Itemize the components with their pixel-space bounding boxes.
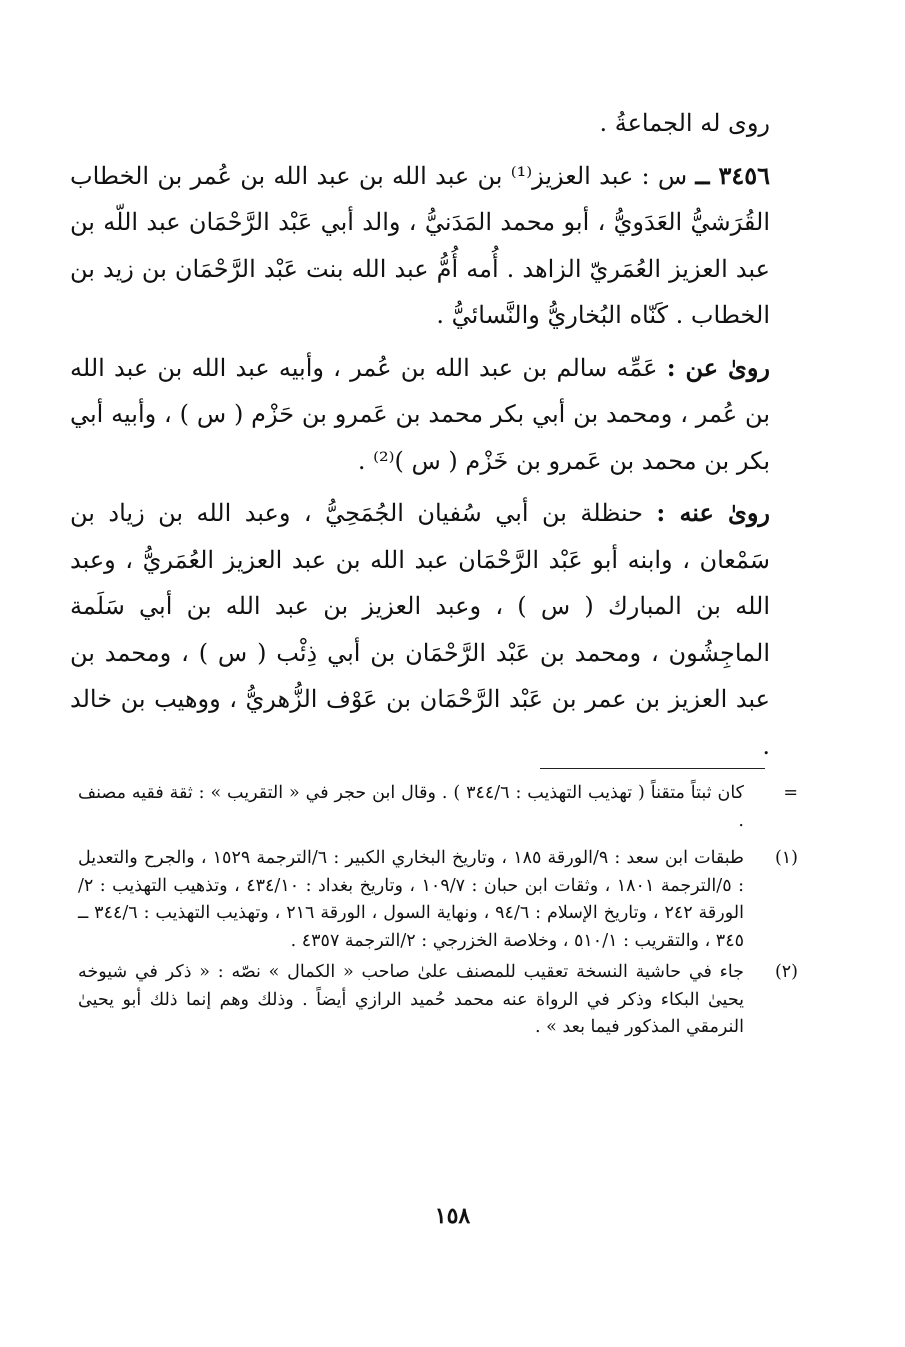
footnotes-section (78, 780, 798, 1046)
paragraph-text: س : عبد العزيز⁽¹⁾ بن عبد الله بن عبد الله بن عُمر بن الخطاب القُرَشيُّ العَدَويُّ ، أبو محمد المَدَنيُّ ، والد أبي عَبْد الرَّحْمَان عبد اللّه بن عبد العزيز العُمَريّ الزاهد . أُمه أُمُّ عبد الله بنت عَبْد الرَّحْمَان بن زيد بن الخطاب . كَنّاه البُخاريُّ والنَّسائيُّ . (70, 161, 770, 329)
paragraph-text: روى له الجماعةُ . (599, 109, 770, 137)
section-heading: روىٰ عن : (666, 352, 770, 382)
footnote-2 (78, 959, 798, 1042)
footnote-divider (540, 768, 765, 769)
footnote-marker: = (783, 783, 798, 803)
main-text-block (70, 100, 770, 769)
footnote-text: طبقات ابن سعد : ٩/الورقة ١٨٥ ، وتاريخ البخاري الكبير : ٦/الترجمة ١٥٢٩ ، والجرح والتعديل : ٥/الترجمة ١٨٠١ ، وثقات ابن حبان : ١٠٩/٧ ، وتاريخ بغداد : ٤٣٤/١٠ ، وتذهيب التهذيب : ٢/الورقة ٢٤٢ ، وتاريخ الإسلام : ٩٤/٦ ، ونهاية السول ، الورقة ٢١٦ ، وتهذيب التهذيب : ٣٤٤/٦ ــ ٣٤٥ ، والتقريب : ٥١٠/١ ، وخلاصة الخزرجي : ٢/الترجمة ٤٣٥٧ . (78, 848, 744, 951)
footnote-marker: (١) (774, 848, 798, 868)
footnote-1 (78, 845, 798, 955)
paragraph-text: حنظلة بن أبي سُفيان الجُمَحِيُّ ، وعبد الله بن زياد بن سَمْعان ، وابنه أبو عَبْد الرَّحْمَان عبد الله بن عبد العزيز العُمَريُّ ، وعبد الله بن المبارك ( س ) ، وعبد العزيز بن عبد الله بن أبي سَلَمة الماجِشُون ، ومحمد بن عَبْد الرَّحْمَان بن أبي ذِئْب ( س ) ، ومحمد بن عبد العزيز بن عمر بن عَبْد الرَّحْمَان بن عَوْف الزُّهريُّ ، ووهيب بن خالد . (70, 499, 770, 760)
footnote-text: كان ثبتاً متقناً ( تهذيب التهذيب : ٣٤٤/٦ ) . وقال ابن حجر في « التقريب » : ثقة فقيه مصنف . (78, 783, 744, 831)
paragraph-narrators-summary (70, 100, 770, 147)
footnote-continuation (78, 780, 798, 835)
paragraph-biography (70, 153, 770, 339)
footnote-text: جاء في حاشية النسخة تعقيب للمصنف علىٰ صاحب « الكمال » نصّه : « ذكر في شيوخه يحيىٰ البكاء وذكر في الرواة عنه محمد حُميد الرازي أيضاً . وذلك وهم إنما ذلك أبو يحيىٰ النرمقي المذكور فيما بعد » . (78, 962, 744, 1037)
paragraph-text: عَمِّه سالم بن عبد الله بن عُمر ، وأبيه عبد الله بن عبد الله بن عُمر ، ومحمد بن أبي بكر محمد بن عَمرو بن حَزْم ( س ) ، وأبيه أبي بكر بن محمد بن عَمرو بن خَزْم ( س )⁽²⁾ . (70, 353, 771, 475)
footnote-marker: (٢) (774, 962, 798, 982)
section-heading: روىٰ عنه : (656, 498, 771, 527)
entry-number: ٣٤٥٦ ــ (695, 160, 771, 190)
paragraph-narrated-from (70, 345, 770, 485)
paragraph-narrated-by (70, 490, 770, 769)
entry-3456 (70, 100, 770, 769)
page-number: ١٥٨ (434, 1203, 471, 1229)
